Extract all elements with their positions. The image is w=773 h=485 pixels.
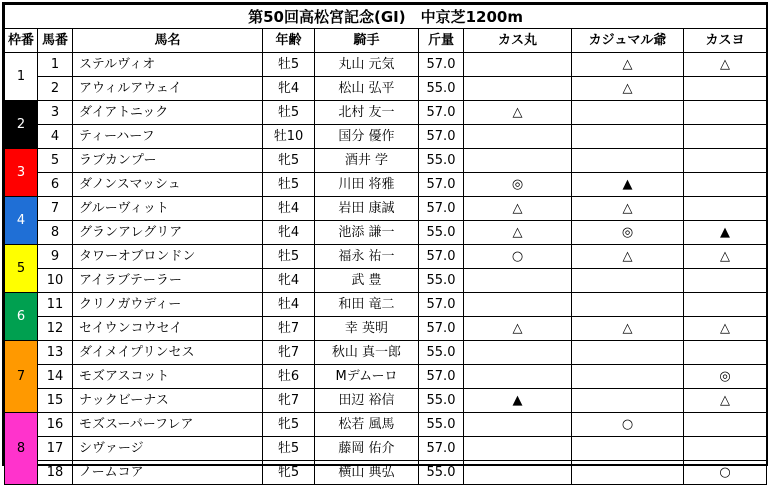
jockey-name: 丸山 元気 (315, 53, 419, 77)
table-row (5, 125, 767, 149)
prediction-mark-3 (684, 293, 767, 317)
prediction-mark-2 (572, 149, 684, 173)
prediction-mark-2: ○ (572, 413, 684, 437)
prediction-mark-3: ◎ (684, 365, 767, 389)
horse-age: 牡5 (263, 245, 315, 269)
horse-name: グランアレグリア (73, 221, 263, 245)
jockey-name: 藤岡 佑介 (315, 437, 419, 461)
prediction-mark-2 (572, 125, 684, 149)
carried-weight: 55.0 (419, 413, 464, 437)
horse-age: 牡4 (263, 197, 315, 221)
jockey-name: 秋山 真一郎 (315, 341, 419, 365)
prediction-mark-1 (464, 413, 572, 437)
jockey-name: 福永 祐一 (315, 245, 419, 269)
waku-cell: 6 (5, 293, 38, 341)
horse-number: 14 (38, 365, 73, 389)
prediction-mark-1: ◎ (464, 173, 572, 197)
waku-cell: 7 (5, 341, 38, 413)
horse-name: セイウンコウセイ (73, 317, 263, 341)
table-row (5, 221, 767, 245)
horse-name: グルーヴィット (73, 197, 263, 221)
horse-name: アウィルアウェイ (73, 77, 263, 101)
table-row (5, 197, 767, 221)
jockey-name: 松山 弘平 (315, 77, 419, 101)
carried-weight: 57.0 (419, 173, 464, 197)
header-age: 年齢 (263, 29, 315, 53)
carried-weight: 57.0 (419, 53, 464, 77)
horse-age: 牡5 (263, 53, 315, 77)
horse-name: クリノガウディー (73, 293, 263, 317)
prediction-mark-3 (684, 173, 767, 197)
table-row (5, 437, 767, 461)
prediction-mark-1 (464, 341, 572, 365)
prediction-mark-2 (572, 293, 684, 317)
prediction-mark-3 (684, 413, 767, 437)
table-row (5, 389, 767, 413)
horse-age: 牡4 (263, 293, 315, 317)
carried-weight: 57.0 (419, 197, 464, 221)
horse-rows (5, 53, 767, 485)
horse-number: 8 (38, 221, 73, 245)
carried-weight: 55.0 (419, 341, 464, 365)
prediction-mark-2 (572, 461, 684, 485)
prediction-mark-2 (572, 437, 684, 461)
horse-age: 牡7 (263, 317, 315, 341)
prediction-mark-3 (684, 77, 767, 101)
prediction-mark-1 (464, 77, 572, 101)
horse-number: 17 (38, 437, 73, 461)
prediction-mark-1 (464, 437, 572, 461)
prediction-mark-3 (684, 197, 767, 221)
prediction-mark-1: △ (464, 197, 572, 221)
jockey-name: 松若 風馬 (315, 413, 419, 437)
table-row (5, 53, 767, 77)
table-row (5, 341, 767, 365)
carried-weight: 57.0 (419, 365, 464, 389)
table-row (5, 173, 767, 197)
prediction-mark-2: △ (572, 197, 684, 221)
jockey-name: 北村 友一 (315, 101, 419, 125)
horse-name: タワーオブロンドン (73, 245, 263, 269)
header-umaban: 馬番 (38, 29, 73, 53)
horse-number: 11 (38, 293, 73, 317)
horse-age: 牝5 (263, 149, 315, 173)
table-row (5, 101, 767, 125)
table-row (5, 413, 767, 437)
prediction-mark-3: △ (684, 53, 767, 77)
horse-name: アイラブテーラー (73, 269, 263, 293)
jockey-name: 池添 謙一 (315, 221, 419, 245)
prediction-mark-1: △ (464, 221, 572, 245)
prediction-mark-2: △ (572, 53, 684, 77)
horse-number: 9 (38, 245, 73, 269)
waku-cell: 4 (5, 197, 38, 245)
horse-number: 4 (38, 125, 73, 149)
table-row (5, 149, 767, 173)
horse-number: 18 (38, 461, 73, 485)
prediction-mark-1 (464, 149, 572, 173)
table-row (5, 365, 767, 389)
table-row (5, 461, 767, 485)
prediction-mark-2: △ (572, 77, 684, 101)
horse-name: ダイアトニック (73, 101, 263, 125)
horse-age: 牡5 (263, 101, 315, 125)
table-row (5, 317, 767, 341)
prediction-mark-1 (464, 293, 572, 317)
horse-name: モズアスコット (73, 365, 263, 389)
carried-weight: 55.0 (419, 461, 464, 485)
table-row (5, 269, 767, 293)
horse-number: 5 (38, 149, 73, 173)
prediction-mark-3 (684, 437, 767, 461)
horse-number: 6 (38, 173, 73, 197)
header-predictor-1: カス丸 (464, 29, 572, 53)
carried-weight: 57.0 (419, 245, 464, 269)
header-jockey: 騎手 (315, 29, 419, 53)
horse-age: 牡10 (263, 125, 315, 149)
table-row (5, 293, 767, 317)
horse-age: 牝4 (263, 269, 315, 293)
race-card-table (4, 4, 767, 485)
horse-age: 牡5 (263, 173, 315, 197)
horse-name: ティーハーフ (73, 125, 263, 149)
horse-number: 1 (38, 53, 73, 77)
carried-weight: 57.0 (419, 437, 464, 461)
header-waku: 枠番 (5, 29, 38, 53)
horse-age: 牝7 (263, 389, 315, 413)
prediction-mark-2 (572, 365, 684, 389)
prediction-mark-2 (572, 389, 684, 413)
waku-cell: 2 (5, 101, 38, 149)
prediction-mark-2 (572, 101, 684, 125)
prediction-mark-3: △ (684, 317, 767, 341)
horse-age: 牝4 (263, 221, 315, 245)
table-row (5, 77, 767, 101)
horse-name: ラブカンプー (73, 149, 263, 173)
prediction-mark-2: ◎ (572, 221, 684, 245)
carried-weight: 57.0 (419, 125, 464, 149)
prediction-mark-1 (464, 365, 572, 389)
prediction-mark-3: ▲ (684, 221, 767, 245)
horse-age: 牝4 (263, 77, 315, 101)
horse-age: 牝7 (263, 341, 315, 365)
horse-number: 3 (38, 101, 73, 125)
horse-name: ステルヴィオ (73, 53, 263, 77)
carried-weight: 55.0 (419, 149, 464, 173)
waku-cell: 3 (5, 149, 38, 197)
prediction-mark-3 (684, 149, 767, 173)
prediction-mark-1: △ (464, 101, 572, 125)
horse-number: 13 (38, 341, 73, 365)
jockey-name: 武 豊 (315, 269, 419, 293)
prediction-mark-1: ○ (464, 245, 572, 269)
prediction-mark-1 (464, 461, 572, 485)
horse-age: 牡5 (263, 437, 315, 461)
prediction-mark-1: ▲ (464, 389, 572, 413)
jockey-name: 横山 典弘 (315, 461, 419, 485)
prediction-mark-3 (684, 269, 767, 293)
horse-age: 牡6 (263, 365, 315, 389)
waku-cell: 1 (5, 53, 38, 101)
horse-number: 10 (38, 269, 73, 293)
prediction-mark-2 (572, 269, 684, 293)
prediction-mark-2: △ (572, 245, 684, 269)
title-row (5, 5, 767, 29)
carried-weight: 55.0 (419, 269, 464, 293)
table-row (5, 245, 767, 269)
jockey-name: 川田 将雅 (315, 173, 419, 197)
header-row (5, 29, 767, 53)
jockey-name: 国分 優作 (315, 125, 419, 149)
carried-weight: 57.0 (419, 101, 464, 125)
prediction-mark-1 (464, 269, 572, 293)
horse-number: 2 (38, 77, 73, 101)
prediction-mark-3 (684, 101, 767, 125)
horse-name: ダイメイプリンセス (73, 341, 263, 365)
horse-number: 15 (38, 389, 73, 413)
prediction-mark-3 (684, 125, 767, 149)
carried-weight: 55.0 (419, 77, 464, 101)
waku-cell: 8 (5, 413, 38, 485)
waku-cell: 5 (5, 245, 38, 293)
prediction-mark-2: ▲ (572, 173, 684, 197)
header-horse-name: 馬名 (73, 29, 263, 53)
prediction-mark-2 (572, 341, 684, 365)
prediction-mark-1: △ (464, 317, 572, 341)
horse-number: 16 (38, 413, 73, 437)
jockey-name: 和田 竜二 (315, 293, 419, 317)
prediction-mark-3: ○ (684, 461, 767, 485)
jockey-name: 酒井 学 (315, 149, 419, 173)
carried-weight: 57.0 (419, 317, 464, 341)
jockey-name: Mデムーロ (315, 365, 419, 389)
prediction-mark-3 (684, 341, 767, 365)
header-weight: 斤量 (419, 29, 464, 53)
prediction-mark-1 (464, 125, 572, 149)
prediction-mark-3: △ (684, 245, 767, 269)
horse-number: 12 (38, 317, 73, 341)
horse-name: シヴァージ (73, 437, 263, 461)
carried-weight: 57.0 (419, 293, 464, 317)
horse-name: ダノンスマッシュ (73, 173, 263, 197)
horse-name: モズスーパーフレア (73, 413, 263, 437)
horse-name: ナックビーナス (73, 389, 263, 413)
horse-number: 7 (38, 197, 73, 221)
header-predictor-2: カジュマル爺 (572, 29, 684, 53)
carried-weight: 55.0 (419, 389, 464, 413)
horse-age: 牝5 (263, 413, 315, 437)
prediction-mark-2: △ (572, 317, 684, 341)
jockey-name: 岩田 康誠 (315, 197, 419, 221)
horse-name: ノームコア (73, 461, 263, 485)
carried-weight: 55.0 (419, 221, 464, 245)
prediction-mark-3: △ (684, 389, 767, 413)
jockey-name: 田辺 裕信 (315, 389, 419, 413)
race-title: 第50回高松宮記念(GI) 中京芝1200m (5, 5, 767, 29)
prediction-mark-1 (464, 53, 572, 77)
jockey-name: 幸 英明 (315, 317, 419, 341)
header-predictor-3: カスヨ (684, 29, 767, 53)
horse-age: 牝5 (263, 461, 315, 485)
